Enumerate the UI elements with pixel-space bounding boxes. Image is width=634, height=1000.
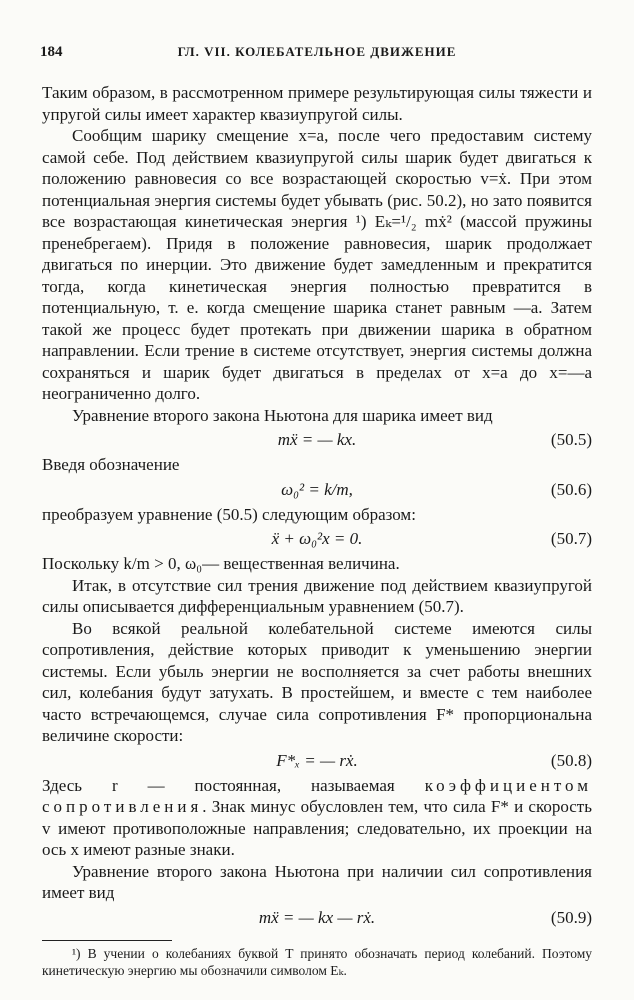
page-header	[40, 44, 594, 64]
equation-formula: mẍ = — kx.	[277, 430, 357, 449]
equation-50-6	[42, 476, 592, 504]
equation-number: (50.6)	[550, 479, 592, 499]
paragraph-9-start: Здесь r — постоянная, называемая	[42, 775, 425, 795]
paragraph-9	[42, 775, 592, 861]
equation-formula: ẍ + ω₀²x = 0.	[271, 529, 363, 548]
paragraph-1: Таким образом, в рассмотренном примере результирующая силы тяжести и упругой силы имеет характер квазиупругой силы.	[42, 83, 592, 124]
equation-number: (50.9)	[550, 907, 592, 927]
paragraph-5: преобразуем уравнение (50.5) следующим образом:	[42, 504, 416, 524]
running-title: ГЛ. VII. КОЛЕБАТЕЛЬНОЕ ДВИЖЕНИЕ	[177, 44, 457, 59]
spaced-term: коэффициентом сопротивления	[42, 775, 592, 816]
paragraph-4: Введя обозначение	[42, 455, 180, 474]
footnote-divider	[42, 940, 172, 941]
paragraph-2: Сообщим шарику смещение x=a, после чего предоставим систему самой себе. Под действием квазиупругой силы шарик будет двигаться к положению равновесия со все возрастающей скоростью v=ẋ. При этом потенциальная энергия системы будет убывать (рис. 50.2), но зато появится все возрастающая кинетическая энергия ¹) Eₖ=¹/₂ mẋ² (массой пружины пренебрегаем). Придя в положение равновесия, шарик продолжает двигаться по инерции. Это движение будет замедленным и прекратится тогда, когда кинетическая энергия полностью превратится в потенциальную, т. е. когда смещение шарика станет равным —a. Затем такой же процесс будет протекать при движении шарика в обратном направлении. Если трение в системе отсутствует, энергия системы должна сохраняться и шарик будет двигаться в пределах от x=a до x=—a неограниченно долго.	[42, 126, 592, 403]
paragraph-3: Уравнение второго закона Ньютона для шарика имеет вид	[72, 405, 493, 425]
page-number: 184	[40, 44, 63, 60]
equation-number: (50.7)	[550, 529, 592, 548]
paragraph-7: Итак, в отсутствие сил трения движение под действием квазиупругой силы описывается дифференциальным уравнением (50.7).	[42, 575, 592, 616]
equation-number: (50.5)	[550, 430, 592, 449]
footnote-text: ¹) В учении о колебаниях буквой T принято обозначать период колебаний. Поэтому кинетическую энергию мы обозначили символом Eₖ.	[42, 945, 592, 978]
paragraph-8: Во всякой реальной колебательной системе имеются силы сопротивления, действие которых приводит к уменьшению энергии системы. Если убыль энергии не восполняется за счет работы внешних сил, колебания будут затухать. В простейшем, и вместе с тем наиболее часто встречающемся, случае сила сопротивления F* пропорциональна величине скорости:	[42, 618, 592, 745]
equation-formula: F*ₓ = — rẋ.	[276, 750, 358, 770]
equation-50-9	[42, 904, 592, 932]
paragraph-9-end: . Знак минус обусловлен тем, что сила F* и скорость v имеют противоположные направления; следовательно, их проекции на ось x имеют разные знаки.	[42, 797, 592, 859]
equation-50-8	[42, 747, 592, 775]
equation-formula: mẍ = — kx — rẋ.	[258, 907, 376, 927]
paragraph-10: Уравнение второго закона Ньютона при наличии сил сопротивления имеет вид	[42, 861, 592, 902]
paragraph-6: Поскольку k/m > 0, ω₀— вещественная величина.	[42, 554, 400, 573]
equation-number: (50.8)	[550, 750, 592, 770]
equation-formula: ω₀² = k/m,	[281, 479, 353, 499]
main-text	[42, 82, 592, 979]
equation-50-5	[42, 426, 592, 454]
equation-50-7	[42, 525, 592, 553]
footnote	[42, 940, 592, 979]
